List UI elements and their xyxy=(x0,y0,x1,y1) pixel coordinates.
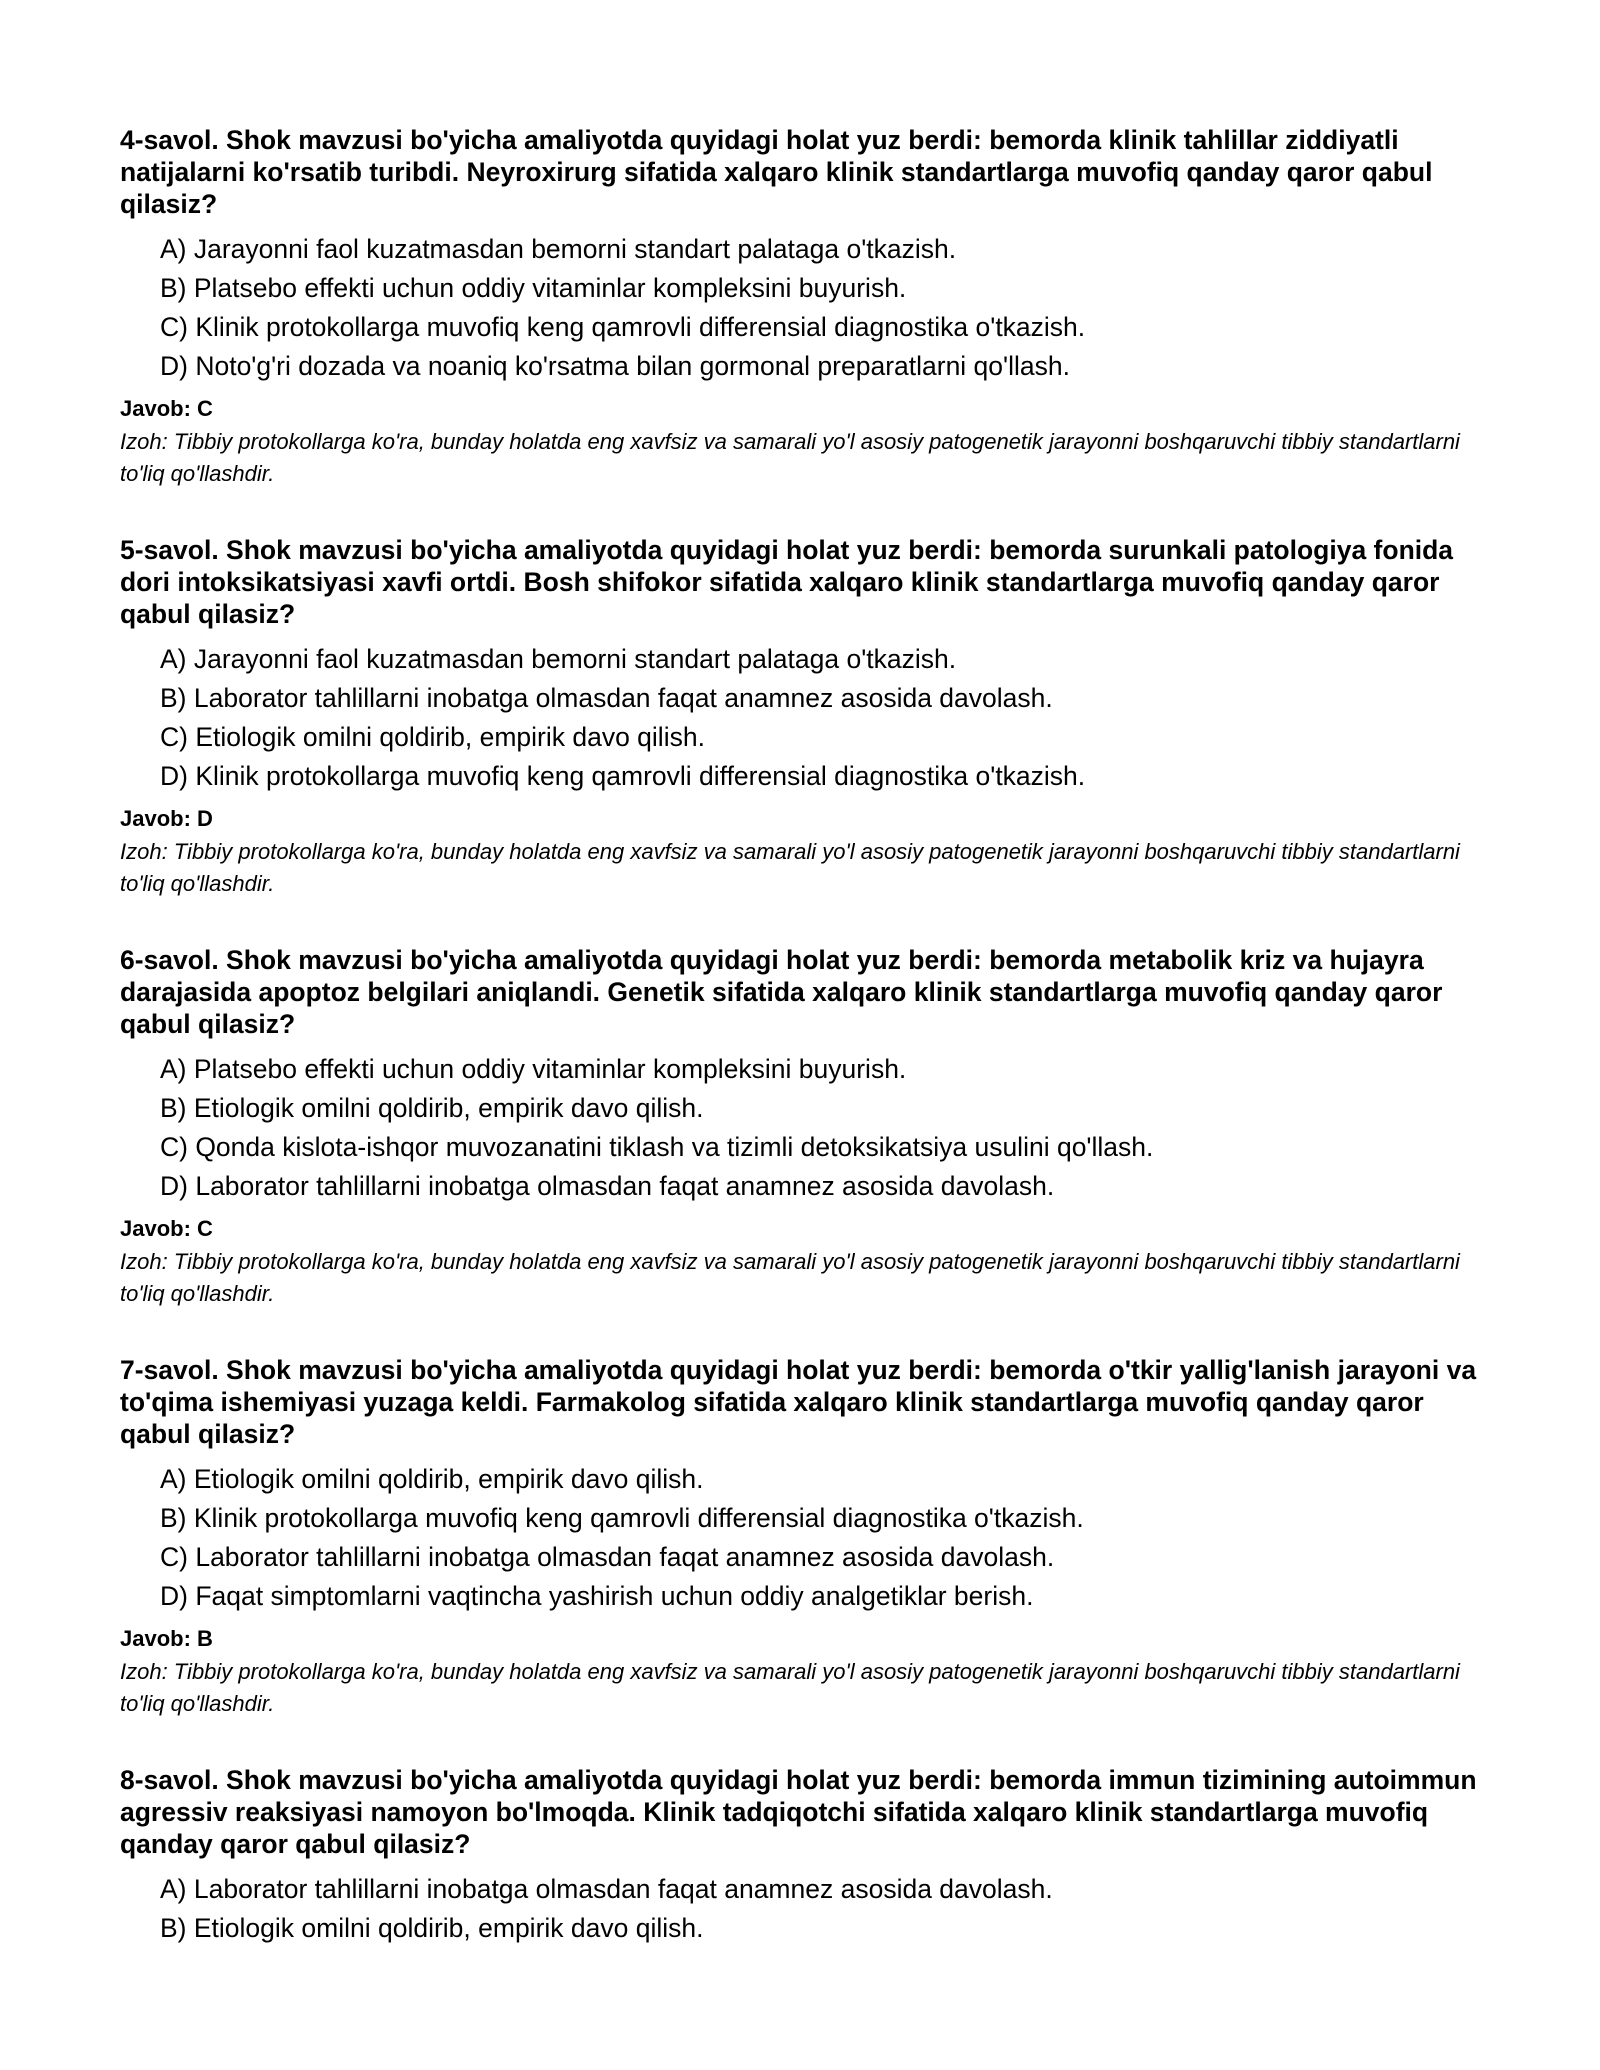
question-5 xyxy=(120,534,1500,900)
question-title: 8-savol. Shok mavzusi bo'yicha amaliyotda quyidagi holat yuz berdi: bemorda immun tizimining autoimmun agressiv reaksiyasi namoyon bo'lmoqda. Klinik tadqiqotchi sifatida xalqaro klinik standartlarga muvofiq qanday qaror qabul qilasiz? xyxy=(120,1765,1477,1859)
answer-label: Javob: C xyxy=(120,1216,213,1241)
question-title: 6-savol. Shok mavzusi bo'yicha amaliyotda quyidagi holat yuz berdi: bemorda metabolik kriz va hujayra darajasida apoptoz belgilari aniqlandi. Genetik sifatida xalqaro klinik standartlarga muvofiq qanday qaror qabul qilasiz? xyxy=(120,945,1443,1039)
option-b: B) Platsebo effekti uchun oddiy vitaminlar kompleksini buyurish. xyxy=(160,273,907,303)
answer-label: Javob: C xyxy=(120,396,213,421)
question-title: 4-savol. Shok mavzusi bo'yicha amaliyotda quyidagi holat yuz berdi: bemorda klinik tahlillar ziddiyatli natijalarni ko'rsatib turibdi. Neyroxirurg sifatida xalqaro klinik standartlarga muvofiq qanday qaror qabul qilasiz? xyxy=(120,125,1433,219)
option-b: B) Etiologik omilni qoldirib, empirik davo qilish. xyxy=(160,1913,704,1943)
explanation-note: Izoh: Tibbiy protokollarga ko'ra, bunday holatda eng xavfsiz va samarali yo'l asosiy patogenetik jarayonni boshqaruvchi tibbiy standartlarni to'liq qo'llashdir. xyxy=(120,839,1460,896)
question-title: 7-savol. Shok mavzusi bo'yicha amaliyotda quyidagi holat yuz berdi: bemorda o'tkir yallig'lanish jarayoni va to'qima ishemiyasi yuzaga keldi. Farmakolog sifatida xalqaro klinik standartlarga muvofiq qanday qaror qabul qilasiz? xyxy=(120,1355,1477,1449)
options-list xyxy=(120,1050,1500,1206)
question-4 xyxy=(120,124,1500,490)
answer-label: Javob: B xyxy=(120,1626,213,1651)
explanation-note: Izoh: Tibbiy protokollarga ko'ra, bunday holatda eng xavfsiz va samarali yo'l asosiy patogenetik jarayonni boshqaruvchi tibbiy standartlarni to'liq qo'llashdir. xyxy=(120,1659,1460,1716)
question-8 xyxy=(120,1764,1500,1948)
option-b: B) Klinik protokollarga muvofiq keng qamrovli differensial diagnostika o'tkazish. xyxy=(160,1503,1084,1533)
option-d: D) Faqat simptomlarni vaqtincha yashirish uchun oddiy analgetiklar berish. xyxy=(160,1581,1034,1611)
option-c: C) Laborator tahlillarni inobatga olmasdan faqat anamnez asosida davolash. xyxy=(160,1542,1055,1572)
option-d: D) Noto'g'ri dozada va noaniq ko'rsatma bilan gormonal preparatlarni qo'llash. xyxy=(160,351,1070,381)
option-b: B) Etiologik omilni qoldirib, empirik davo qilish. xyxy=(160,1093,704,1123)
option-d: D) Klinik protokollarga muvofiq keng qamrovli differensial diagnostika o'tkazish. xyxy=(160,761,1086,791)
options-list xyxy=(120,1460,1500,1616)
option-a: A) Platsebo effekti uchun oddiy vitaminlar kompleksini buyurish. xyxy=(160,1054,907,1084)
options-list xyxy=(120,640,1500,796)
document-page xyxy=(120,124,1500,1992)
question-title: 5-savol. Shok mavzusi bo'yicha amaliyotda quyidagi holat yuz berdi: bemorda surunkali patologiya fonida dori intoksikatsiyasi xavfi ortdi. Bosh shifokor sifatida xalqaro klinik standartlarga muvofiq qanday qaror qabul qilasiz? xyxy=(120,535,1454,629)
options-list xyxy=(120,1870,1500,1948)
explanation-note: Izoh: Tibbiy protokollarga ko'ra, bunday holatda eng xavfsiz va samarali yo'l asosiy patogenetik jarayonni boshqaruvchi tibbiy standartlarni to'liq qo'llashdir. xyxy=(120,429,1460,486)
option-c: C) Klinik protokollarga muvofiq keng qamrovli differensial diagnostika o'tkazish. xyxy=(160,312,1086,342)
answer-label: Javob: D xyxy=(120,806,213,831)
option-a: A) Laborator tahlillarni inobatga olmasdan faqat anamnez asosida davolash. xyxy=(160,1874,1053,1904)
explanation-note: Izoh: Tibbiy protokollarga ko'ra, bunday holatda eng xavfsiz va samarali yo'l asosiy patogenetik jarayonni boshqaruvchi tibbiy standartlarni to'liq qo'llashdir. xyxy=(120,1249,1460,1306)
question-7 xyxy=(120,1354,1500,1720)
options-list xyxy=(120,230,1500,386)
option-a: A) Etiologik omilni qoldirib, empirik davo qilish. xyxy=(160,1464,704,1494)
option-d: D) Laborator tahlillarni inobatga olmasdan faqat anamnez asosida davolash. xyxy=(160,1171,1055,1201)
option-b: B) Laborator tahlillarni inobatga olmasdan faqat anamnez asosida davolash. xyxy=(160,683,1053,713)
option-c: C) Qonda kislota-ishqor muvozanatini tiklash va tizimli detoksikatsiya usulini qo'llash. xyxy=(160,1132,1154,1162)
option-a: A) Jarayonni faol kuzatmasdan bemorni standart palataga o'tkazish. xyxy=(160,644,957,674)
option-c: C) Etiologik omilni qoldirib, empirik davo qilish. xyxy=(160,722,705,752)
question-6 xyxy=(120,944,1500,1310)
option-a: A) Jarayonni faol kuzatmasdan bemorni standart palataga o'tkazish. xyxy=(160,234,957,264)
